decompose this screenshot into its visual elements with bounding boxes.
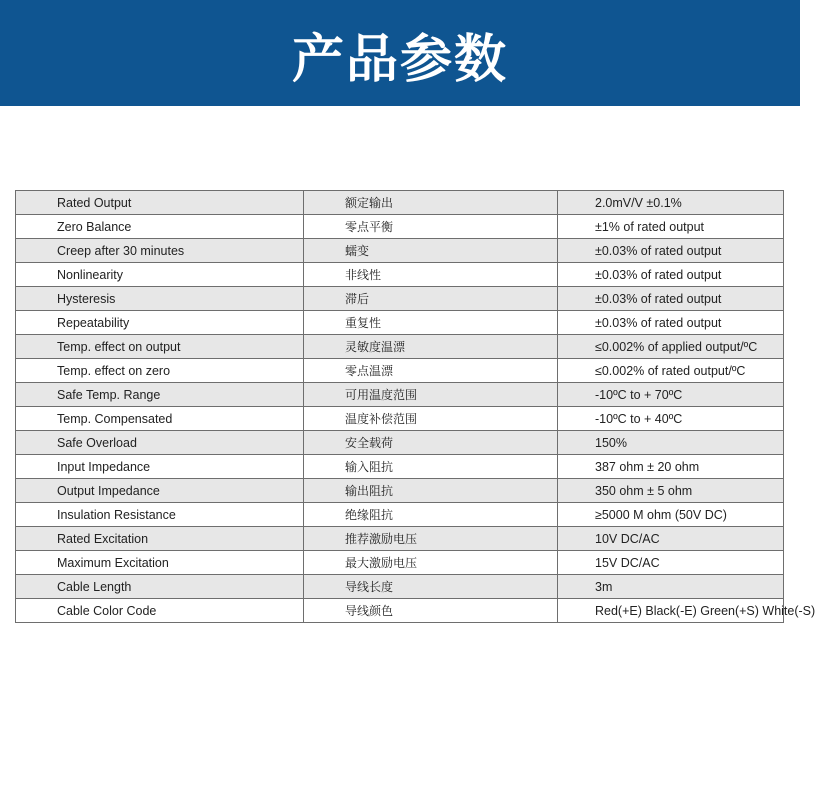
spec-table: [15, 190, 815, 623]
spec-value: ≤0.002% of applied output/ºC: [558, 335, 784, 359]
spec-name-en: Output Impedance: [16, 479, 304, 503]
spec-name-en: Temp. Compensated: [16, 407, 304, 431]
spec-value: 150%: [558, 431, 784, 455]
spec-name-zh: 导线长度: [304, 575, 558, 599]
spec-name-en: Rated Excitation: [16, 527, 304, 551]
spec-name-en: Safe Temp. Range: [16, 383, 304, 407]
spec-row: [16, 575, 784, 599]
spec-name-en: Repeatability: [16, 311, 304, 335]
spec-value: 15V DC/AC: [558, 551, 784, 575]
spec-name-en: Rated Output: [16, 191, 304, 215]
spec-row: [16, 239, 784, 263]
spec-row: [16, 431, 784, 455]
spec-row: [16, 335, 784, 359]
spec-name-zh: 重复性: [304, 311, 558, 335]
spec-name-zh: 安全载荷: [304, 431, 558, 455]
spec-name-en: Creep after 30 minutes: [16, 239, 304, 263]
spec-name-zh: 温度补偿范围: [304, 407, 558, 431]
spec-name-en: Insulation Resistance: [16, 503, 304, 527]
spec-row: [16, 311, 784, 335]
spec-row: [16, 407, 784, 431]
spec-value: ±0.03% of rated output: [558, 239, 784, 263]
spec-name-zh: 输出阻抗: [304, 479, 558, 503]
spec-value: 3m: [558, 575, 784, 599]
spec-name-en: Hysteresis: [16, 287, 304, 311]
spec-row: [16, 527, 784, 551]
spec-name-en: Input Impedance: [16, 455, 304, 479]
spec-row: [16, 287, 784, 311]
spec-value: Red(+E) Black(-E) Green(+S) White(-S): [558, 599, 784, 623]
spec-value: ±0.03% of rated output: [558, 311, 784, 335]
spec-row: [16, 599, 784, 623]
spec-value: 350 ohm ± 5 ohm: [558, 479, 784, 503]
spec-row: [16, 263, 784, 287]
spec-name-zh: 输入阻抗: [304, 455, 558, 479]
spec-name-zh: 蠕变: [304, 239, 558, 263]
spec-name-zh: 最大激励电压: [304, 551, 558, 575]
spec-name-en: Temp. effect on zero: [16, 359, 304, 383]
spec-row: [16, 191, 784, 215]
spec-row: [16, 551, 784, 575]
spec-name-en: Cable Length: [16, 575, 304, 599]
spec-name-en: Temp. effect on output: [16, 335, 304, 359]
spec-row: [16, 455, 784, 479]
spec-value: -10ºC to + 40ºC: [558, 407, 784, 431]
spec-name-zh: 额定输出: [304, 191, 558, 215]
spec-name-zh: 推荐激励电压: [304, 527, 558, 551]
spec-name-zh: 灵敏度温漂: [304, 335, 558, 359]
spec-value: 10V DC/AC: [558, 527, 784, 551]
spec-name-zh: 可用温度范围: [304, 383, 558, 407]
spec-value: 2.0mV/V ±0.1%: [558, 191, 784, 215]
spec-name-zh: 绝缘阻抗: [304, 503, 558, 527]
spec-value: -10ºC to + 70ºC: [558, 383, 784, 407]
spec-row: [16, 215, 784, 239]
spec-table-body: [16, 191, 815, 623]
spec-name-en: Nonlinearity: [16, 263, 304, 287]
spec-name-zh: 非线性: [304, 263, 558, 287]
spec-value: 387 ohm ± 20 ohm: [558, 455, 784, 479]
spec-value: ≤0.002% of rated output/ºC: [558, 359, 784, 383]
spec-row: [16, 359, 784, 383]
page-title: 产品参数: [291, 29, 508, 90]
spec-name-en: Safe Overload: [16, 431, 304, 455]
spec-value: ±1% of rated output: [558, 215, 784, 239]
spec-name-zh: 零点温漂: [304, 359, 558, 383]
spec-name-zh: 导线颜色: [304, 599, 558, 623]
spec-name-en: Zero Balance: [16, 215, 304, 239]
spec-value: ±0.03% of rated output: [558, 287, 784, 311]
spec-row: [16, 479, 784, 503]
spec-name-en: Cable Color Code: [16, 599, 304, 623]
spec-name-en: Maximum Excitation: [16, 551, 304, 575]
spec-value: ±0.03% of rated output: [558, 263, 784, 287]
header-banner: [0, 0, 800, 106]
spec-row: [16, 503, 784, 527]
spec-name-zh: 零点平衡: [304, 215, 558, 239]
spec-name-zh: 滞后: [304, 287, 558, 311]
spec-value: ≥5000 M ohm (50V DC): [558, 503, 784, 527]
spec-row: [16, 383, 784, 407]
